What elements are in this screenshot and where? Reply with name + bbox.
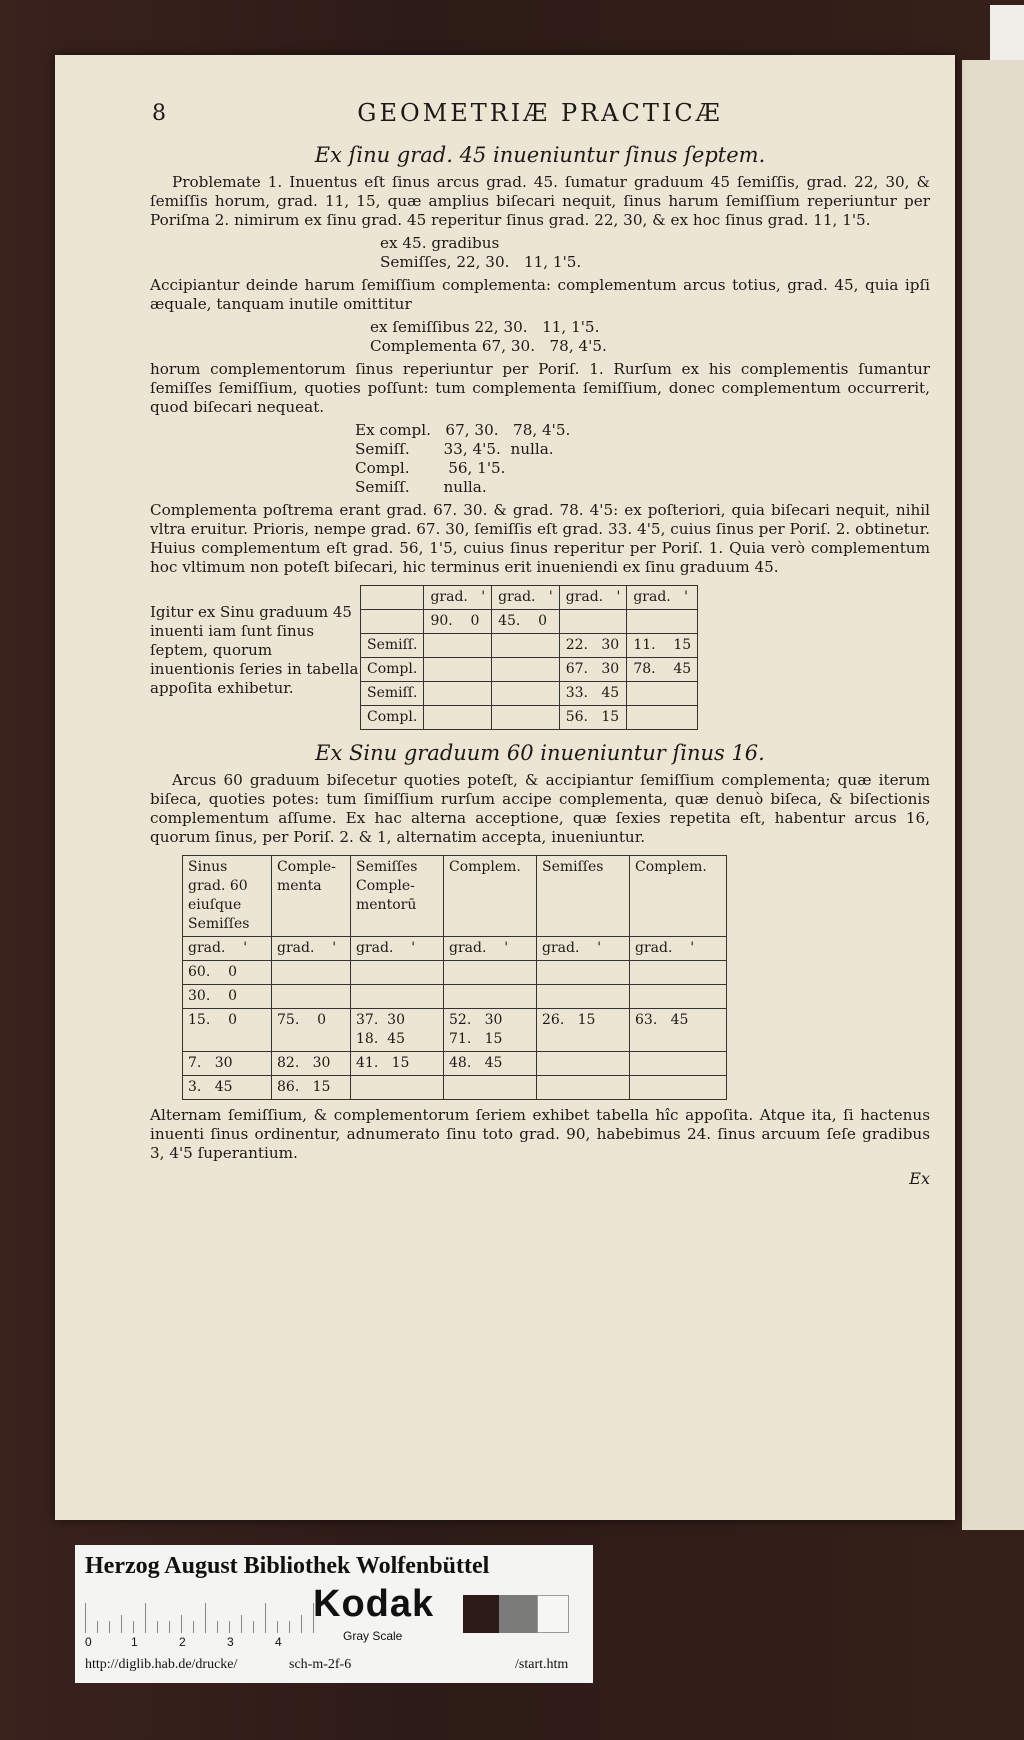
library-name: Herzog August Bibliothek Wolfenbüttel	[85, 1553, 490, 1579]
paragraph: Problemate 1. Inuentus eſt ſinus arcus grad. 45. ſumatur graduum 45 ſemiſſis, grad. 22, 30, & ſemiſſis horum, grad. 11, 15, quæ amplius biſecari nequit, ſinus harum ſemiſſium reperiuntur per Poriſma 2. nimirum ex ſinu grad. 45 reperitur ſinus grad. 22, 30, & ex hoc ſinus grad. 11, 1'5.	[150, 173, 930, 229]
paragraph: Accipiantur deinde harum ſemiſſium complementa: complementum arcus totius, grad. 45, quia ipſi æquale, tanquam inutile omittitur	[150, 276, 930, 313]
table-cell: 37. 30 18. 45	[351, 1009, 444, 1052]
gray-scale-label: Gray Scale	[343, 1629, 403, 1643]
table-row	[361, 706, 698, 730]
table-cell: 56. 15	[559, 706, 627, 730]
table-cell: 52. 30 71. 15	[444, 1009, 537, 1052]
formula-line: ex ſemiſſibus 22, 30. 11, 1'5.	[370, 318, 600, 336]
book-page	[55, 55, 955, 1520]
table-1-area	[150, 585, 930, 730]
table-cell	[537, 985, 630, 1009]
formula-block	[150, 421, 930, 497]
table-cell: grad. '	[630, 937, 727, 961]
table-cell	[537, 961, 630, 985]
formula-line: ex 45. gradibus	[380, 234, 500, 252]
table-cell: Compl.	[361, 658, 424, 682]
table-cell	[351, 1076, 444, 1100]
table-cell	[627, 706, 698, 730]
page-header	[150, 100, 930, 140]
table-cell: grad. '	[351, 937, 444, 961]
kodak-logo: Kodak	[313, 1583, 435, 1625]
color-scale-card	[75, 1545, 593, 1683]
table-cell	[630, 985, 727, 1009]
table-cell: 33. 45	[559, 682, 627, 706]
table-cell	[424, 706, 492, 730]
table-cell	[630, 1076, 727, 1100]
next-page-edge	[962, 60, 1024, 1530]
ruler-tick	[241, 1615, 242, 1633]
table-cell: grad. '	[272, 937, 351, 961]
table-row	[361, 634, 698, 658]
table-cell: 15. 0	[183, 1009, 272, 1052]
table-cell: grad. '	[424, 586, 492, 610]
ruler-tick	[157, 1621, 158, 1633]
ruler-tick	[85, 1603, 86, 1633]
table-row	[361, 586, 698, 610]
url-middle: sch-m-2f-6	[289, 1657, 352, 1672]
table-row	[183, 985, 727, 1009]
ruler-tick	[181, 1615, 182, 1633]
table-note: Igitur ex Sinu graduum 45 inuenti iam ſunt ſinus ſeptem, quorum inuentionis ſeries in tabella appoſita exhibetur.	[150, 603, 359, 697]
table-cell	[537, 1076, 630, 1100]
table-row	[183, 961, 727, 985]
ruler-tick	[133, 1621, 134, 1633]
table-cell	[351, 985, 444, 1009]
table-cell: 67. 30	[559, 658, 627, 682]
ruler-tick	[169, 1621, 170, 1633]
paragraph: Complementa poſtrema erant grad. 67. 30. & grad. 78. 4'5: ex poſteriori, quia biſecari nequit, nihil vltra eruitur. Prioris, nempe grad. 67. 30, ſemiſſis eſt grad. 33. 4'5, cuius ſinus per Poriſ. 2. obtinetur. Huius complementum eſt grad. 56, 1'5, cuius ſinus reperitur per Poriſ. 1. Quia verò complementum hoc vltimum non poteſt biſecari, hic terminus erit inueniendi ex ſinu graduum 45.	[150, 501, 930, 576]
table-cell: grad. '	[559, 586, 627, 610]
table-cell: Compl.	[361, 706, 424, 730]
ruler-number: 2	[179, 1635, 186, 1649]
table-cell	[424, 682, 492, 706]
table-cell: Complem.	[444, 856, 537, 937]
table-row	[361, 682, 698, 706]
table-cell	[630, 961, 727, 985]
table-cell: 63. 45	[630, 1009, 727, 1052]
ruler-tick	[253, 1621, 254, 1633]
table-cell	[559, 610, 627, 634]
table-cell	[444, 961, 537, 985]
color-swatch	[463, 1595, 499, 1633]
table-cell: grad. '	[492, 586, 560, 610]
table-cell	[272, 961, 351, 985]
table-cell: grad. '	[183, 937, 272, 961]
color-swatch	[499, 1595, 537, 1633]
catchword: Ex	[909, 1169, 930, 1188]
ruler-tick	[145, 1603, 146, 1633]
section-title-2: Ex Sinu graduum 60 inueniuntur ſinus 16.	[315, 741, 765, 765]
page-content	[150, 100, 930, 1188]
table-cell	[537, 1052, 630, 1076]
page-tab	[990, 5, 1024, 60]
formula-block	[150, 318, 930, 356]
table-cell	[627, 682, 698, 706]
table-row	[183, 1009, 727, 1052]
formula-line: Compl. 56, 1'5.	[355, 459, 506, 477]
table-cell: 75. 0	[272, 1009, 351, 1052]
ruler-tick	[97, 1621, 98, 1633]
table-cell: Complem.	[630, 856, 727, 937]
table-row	[361, 658, 698, 682]
formula-block	[150, 234, 930, 272]
formula-line: Semiſſ. nulla.	[355, 478, 487, 496]
ruler-tick	[217, 1621, 218, 1633]
table-cell	[351, 961, 444, 985]
table-cell: 7. 30	[183, 1052, 272, 1076]
table-cell	[492, 682, 560, 706]
table-cell: 82. 30	[272, 1052, 351, 1076]
ruler-number: 3	[227, 1635, 234, 1649]
table-cell: grad. '	[444, 937, 537, 961]
ruler-tick	[289, 1621, 290, 1633]
ruler-tick	[109, 1621, 110, 1633]
table-cell	[627, 610, 698, 634]
table-cell: grad. '	[537, 937, 630, 961]
table-cell: 48. 45	[444, 1052, 537, 1076]
table-cell: Semiſſ.	[361, 682, 424, 706]
ruler-tick	[229, 1621, 230, 1633]
table-cell: Sinus grad. 60 eiuſque Semiſſes	[183, 856, 272, 937]
paragraph: Arcus 60 graduum biſecetur quoties poteſt, & accipiantur ſemiſſium complementa; quæ iterum biſeca, quoties potes: tum ſimiſſium rurſum accipe complementa, quæ denuò biſeca, & biſectionis complementum aſſume. Ex hac alterna acceptione, quæ ſexies repetita eſt, habentur arcus 16, quorum ſinus, per Poriſ. 2. & 1, alternatim accepta, inueniuntur.	[150, 771, 930, 846]
formula-line: Semiſſes, 22, 30. 11, 1'5.	[380, 253, 582, 271]
table-cell: 86. 15	[272, 1076, 351, 1100]
table-cell: 11. 15	[627, 634, 698, 658]
formula-line: Ex compl. 67, 30. 78, 4'5.	[355, 421, 571, 439]
ruler-number: 4	[275, 1635, 282, 1649]
table-cell: grad. '	[627, 586, 698, 610]
table-cell	[424, 658, 492, 682]
ruler-tick	[301, 1615, 302, 1633]
running-head: GEOMETRIÆ PRACTICÆ	[357, 99, 723, 127]
table-cell	[424, 634, 492, 658]
color-swatch	[537, 1595, 569, 1633]
table-cell: 3. 45	[183, 1076, 272, 1100]
table-cell: Semiſſes Comple- mentorū	[351, 856, 444, 937]
table-cell	[492, 706, 560, 730]
table-cell: Semiſſ.	[361, 634, 424, 658]
table-cell	[361, 610, 424, 634]
table-cell: 60. 0	[183, 961, 272, 985]
table-cell: Semiſſes	[537, 856, 630, 937]
table-cell: 22. 30	[559, 634, 627, 658]
formula-line: Semiſſ. 33, 4'5. nulla.	[355, 440, 554, 458]
table-cell	[444, 1076, 537, 1100]
paragraph: Alternam ſemiſſium, & complementorum ſeriem exhibet tabella hîc appoſita. Atque ita, ſi hactenus inuenti ſinus ordinentur, adnumerato ſinu toto grad. 90, habebimus 24. ſinus arcuum ſeſe gradibus 3, 4'5 ſuperantium.	[150, 1106, 930, 1162]
table-cell	[492, 658, 560, 682]
paragraph: horum complementorum ſinus reperiuntur per Poriſ. 1. Rurſum ex his complementis ſumantur ſemiſſes ſemiſſium, quoties poſſunt: tum complementa ſemiſſium, donec complementum occurrerit, quod biſecari nequeat.	[150, 360, 930, 416]
table-cell: Comple- menta	[272, 856, 351, 937]
url-left: http://diglib.hab.de/drucke/	[85, 1657, 238, 1672]
table-cell: 78. 45	[627, 658, 698, 682]
ruler-tick	[193, 1621, 194, 1633]
ruler-tick	[205, 1603, 206, 1633]
table-cell: 26. 15	[537, 1009, 630, 1052]
table-cell	[492, 634, 560, 658]
table-cell	[361, 586, 424, 610]
table-cell	[272, 985, 351, 1009]
table-cell: 30. 0	[183, 985, 272, 1009]
table-cell: 45. 0	[492, 610, 560, 634]
table-row	[361, 610, 698, 634]
formula-line: Complementa 67, 30. 78, 4'5.	[370, 337, 607, 355]
table-row	[183, 856, 727, 937]
table-cell: 90. 0	[424, 610, 492, 634]
ruler-tick	[277, 1621, 278, 1633]
section-title-1: Ex ſinu grad. 45 inueniuntur ſinus ſeptem.	[314, 143, 766, 167]
table-cell	[444, 985, 537, 1009]
url-right: /start.htm	[515, 1657, 569, 1672]
page-number: 8	[152, 101, 166, 126]
table-row	[183, 1052, 727, 1076]
table-cell: 41. 15	[351, 1052, 444, 1076]
ruler-number: 0	[85, 1635, 92, 1649]
sine-table-2	[182, 855, 727, 1100]
ruler-tick	[265, 1603, 266, 1633]
table-row	[183, 1076, 727, 1100]
ruler-tick	[121, 1615, 122, 1633]
table-cell	[630, 1052, 727, 1076]
sine-table-1	[360, 585, 698, 730]
ruler-number: 1	[131, 1635, 138, 1649]
table-row	[183, 937, 727, 961]
